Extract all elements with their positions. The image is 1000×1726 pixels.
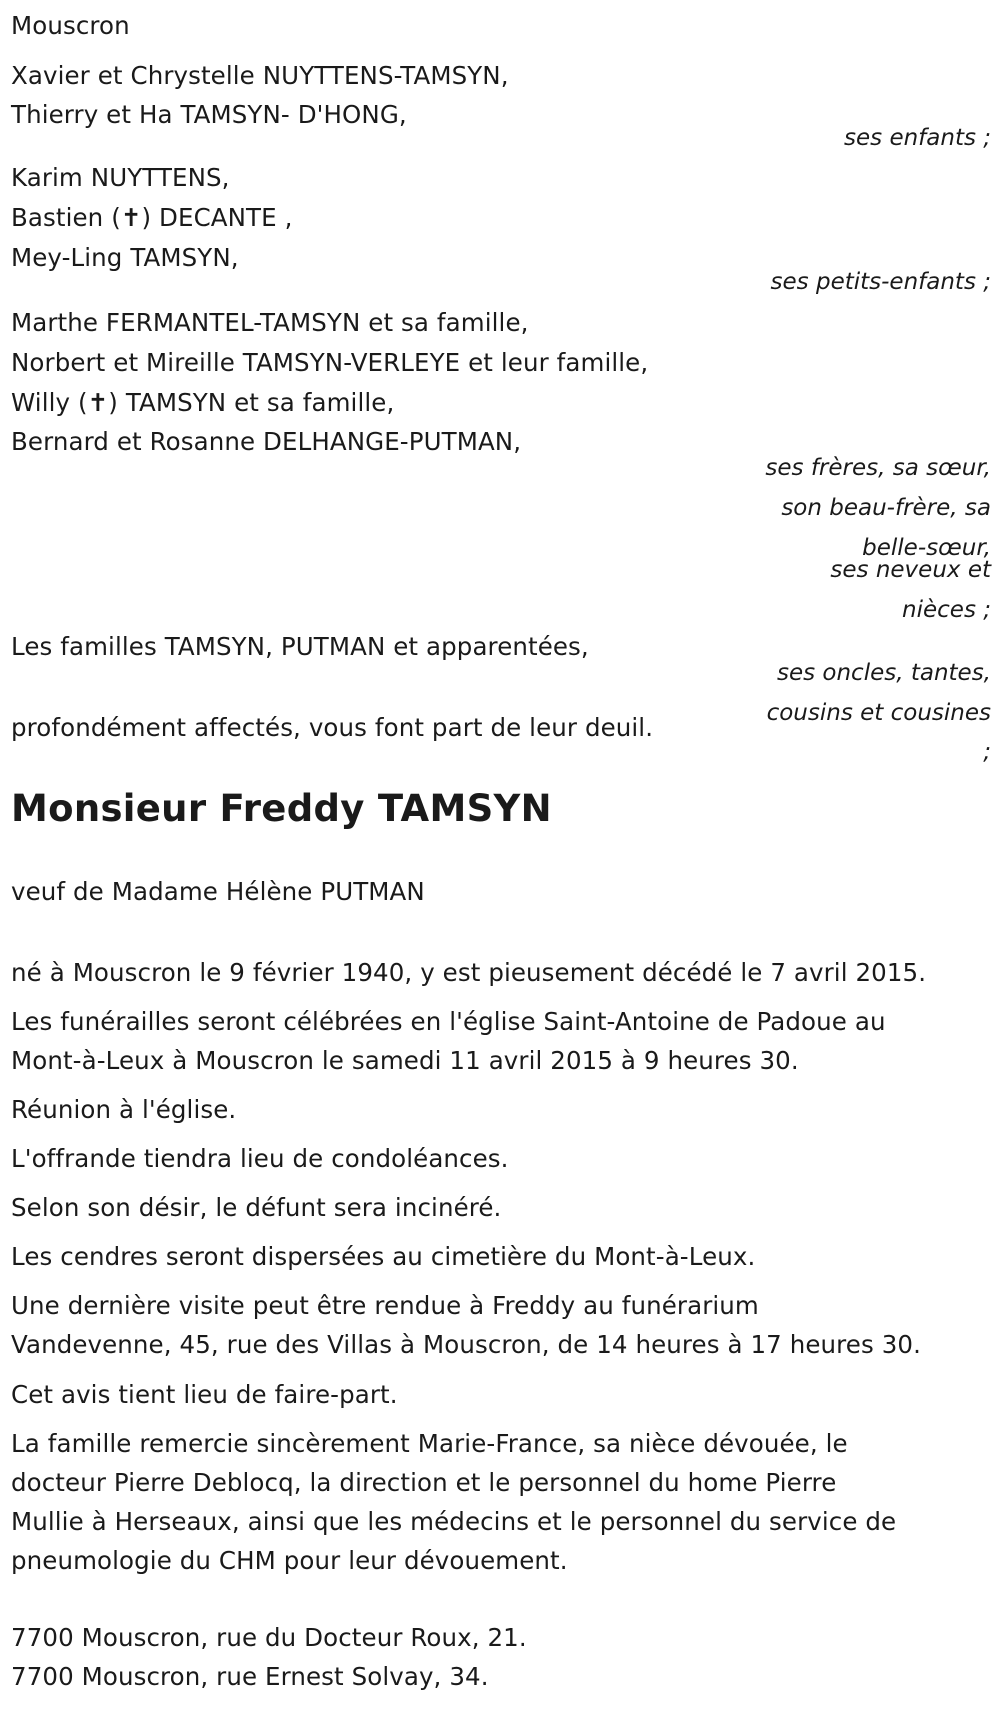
body-line-12: docteur Pierre Deblocq, la direction et le personnel du home Pierre xyxy=(11,1468,837,1497)
families-line-1: Les familles TAMSYN, PUTMAN et apparentées, xyxy=(11,632,589,661)
siblings-line-1: Marthe FERMANTEL-TAMSYN et sa famille, xyxy=(11,308,529,337)
siblings-line-2: Norbert et Mireille TAMSYN-VERLEYE et leur famille, xyxy=(11,348,649,377)
spouse-line: veuf de Madame Hélène PUTMAN xyxy=(11,877,425,906)
body-line-4: Réunion à l'église. xyxy=(11,1095,237,1124)
siblings-relation-line-3: belle-sœur, xyxy=(862,535,991,561)
body-line-6: Selon son désir, le défunt sera incinéré. xyxy=(11,1193,502,1222)
siblings-line-3: Willy (✝) TAMSYN et sa famille, xyxy=(11,388,395,417)
city-name: Mouscron xyxy=(11,11,130,40)
body-line-7: Les cendres seront dispersées au cimetière du Mont-à-Leux. xyxy=(11,1242,756,1271)
address-line-1: 7700 Mouscron, rue du Docteur Roux, 21. xyxy=(11,1623,527,1652)
body-line-14: pneumologie du CHM pour leur dévouement. xyxy=(11,1546,568,1575)
siblings-relation-line-1: ses frères, sa sœur, xyxy=(765,455,991,481)
body-line-10: Cet avis tient lieu de faire-part. xyxy=(11,1380,398,1409)
grandchildren-relation: ses petits-enfants ; xyxy=(770,269,991,295)
body-line-1: né à Mouscron le 9 février 1940, y est pieusement décédé le 7 avril 2015. xyxy=(11,958,927,987)
children-line-1: Xavier et Chrystelle NUYTTENS-TAMSYN, xyxy=(11,61,509,90)
address-line-2: 7700 Mouscron, rue Ernest Solvay, 34. xyxy=(11,1662,489,1691)
deceased-name: Monsieur Freddy TAMSYN xyxy=(11,787,552,830)
body-line-3: Mont-à-Leux à Mouscron le samedi 11 avril 2015 à 9 heures 30. xyxy=(11,1046,799,1075)
body-line-2: Les funérailles seront célébrées en l'église Saint-Antoine de Padoue au xyxy=(11,1007,886,1036)
families-relation-line-3: ; xyxy=(983,739,991,765)
grandchildren-line-2: Bastien (✝) DECANTE , xyxy=(11,203,293,232)
body-line-8: Une dernière visite peut être rendue à Freddy au funérarium xyxy=(11,1291,759,1320)
siblings-relation-line-2: son beau-frère, sa xyxy=(781,495,991,521)
children-relation: ses enfants ; xyxy=(844,125,991,151)
body-line-11: La famille remercie sincèrement Marie-France, sa nièce dévouée, le xyxy=(11,1429,848,1458)
body-line-5: L'offrande tiendra lieu de condoléances. xyxy=(11,1144,509,1173)
families-relation-line-2: cousins et cousines xyxy=(766,700,991,726)
body-line-9: Vandevenne, 45, rue des Villas à Mouscron, de 14 heures à 17 heures 30. xyxy=(11,1330,921,1359)
siblings-relation-line-4: ses neveux et xyxy=(830,557,991,583)
siblings-line-4: Bernard et Rosanne DELHANGE-PUTMAN, xyxy=(11,427,522,456)
families-relation-line-1: ses oncles, tantes, xyxy=(776,660,991,686)
children-line-2: Thierry et Ha TAMSYN- D'HONG, xyxy=(11,100,407,129)
grandchildren-line-3: Mey-Ling TAMSYN, xyxy=(11,243,239,272)
siblings-relation-line-5: nièces ; xyxy=(902,597,991,623)
body-line-13: Mullie à Herseaux, ainsi que les médecins et le personnel du service de xyxy=(11,1507,897,1536)
grandchildren-line-1: Karim NUYTTENS, xyxy=(11,163,230,192)
announcement-text: profondément affectés, vous font part de leur deuil. xyxy=(11,713,654,742)
